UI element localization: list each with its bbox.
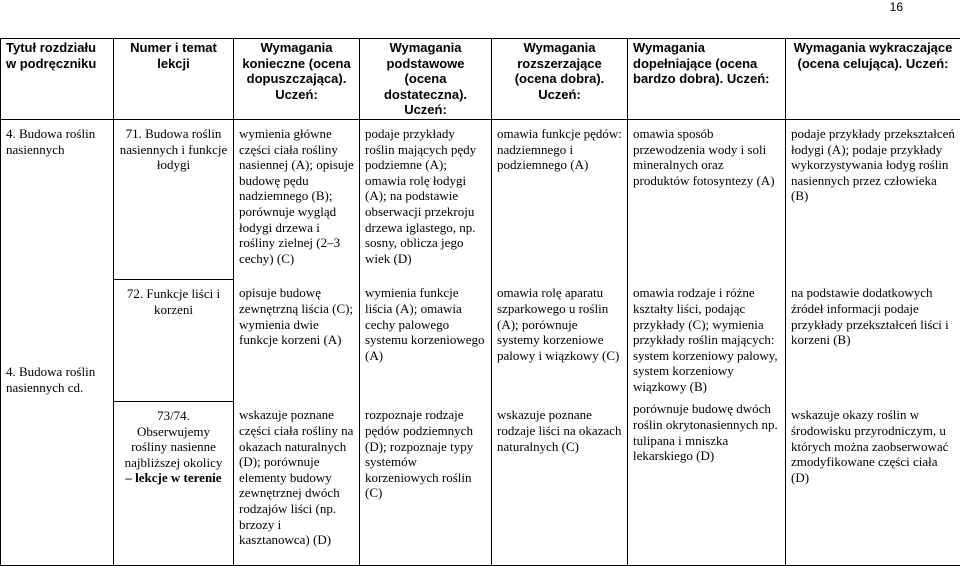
konieczne-cell: opisuje budowę zewnętrzną liścia (C); wymienia dwie funkcje korzeni (A) <box>234 279 360 401</box>
header-wykraczajace: Wymagania wykraczające (ocena celująca). Uczeń: <box>786 39 960 120</box>
page-number: 16 <box>890 0 903 14</box>
header-row <box>1 39 960 120</box>
rozszerzajace-cell: omawia funkcje pędów: nadziemnego i podziemnego (A) <box>492 119 628 279</box>
table-row <box>1 279 960 401</box>
header-dopelniajace: Wymagania dopełniające (ocena bardzo dobra). Uczeń: <box>628 39 786 120</box>
rozszerzajace-cell: wskazuje poznane rodzaje liści na okazach naturalnych (C) <box>492 401 628 565</box>
header-podstawowe: Wymagania podstawowe (ocena dostateczna). Uczeń: <box>360 39 492 120</box>
header-lesson: Numer i temat lekcji <box>114 39 234 120</box>
header-konieczne: Wymagania konieczne (ocena dopuszczająca). Uczeń: <box>234 39 360 120</box>
requirements-table <box>0 38 960 566</box>
header-rozszerzajace: Wymagania rozszerzające (ocena dobra). Uczeń: <box>492 39 628 120</box>
dopelniajace-cell: omawia rodzaje i różne kształty liści, podając przykłady (C); wymienia przykłady roślin mających: system korzeniowy palowy, system korzeniowy wiązkowy (B) <box>628 279 786 401</box>
podstawowe-cell: podaje przykłady roślin mających pędy podziemne (A); omawia rolę łodygi (A); na podstawie obserwacji przekroju drzewa iglastego, np. sosny, oblicza jego wiek (D) <box>360 119 492 279</box>
konieczne-cell: wskazuje poznane części ciała rośliny na okazach naturalnych (D); porównuje elementy budowy zewnętrznej dwóch rodzajów liści (np. brzozy i kasztanowca) (D) <box>234 401 360 565</box>
table-row <box>1 119 960 279</box>
lesson-cell: 72. Funkcje liści i korzeni <box>114 279 234 401</box>
podstawowe-cell: wymienia funkcje liścia (A); omawia cechy palowego systemu korzeniowego (A) <box>360 279 492 401</box>
dopelniajace-cell: porównuje budowę dwóch roślin okrytonasiennych np. tulipana i mniszka lekarskiego (D) <box>628 401 786 565</box>
rozszerzajace-cell: omawia rolę aparatu szparkowego u roślin (A); porównuje systemy korzeniowe palowy i wiązkowy (C) <box>492 279 628 401</box>
lesson-title: 73/74. Obserwujemy rośliny nasienne najbliższej okolicy <box>119 408 228 470</box>
lesson-cell: 71. Budowa roślin nasiennych i funkcje łodygi <box>114 119 234 279</box>
chapter-title: 4. Budowa roślin nasiennych <box>6 126 95 157</box>
lesson-note: – lekcje w terenie <box>119 470 228 486</box>
podstawowe-cell: rozpoznaje rodzaje pędów podziemnych (D); rozpoznaje typy systemów korzeniowych roślin (C) <box>360 401 492 565</box>
dopelniajace-cell: omawia sposób przewodzenia wody i soli mineralnych oraz produktów fotosyntezy (A) <box>628 119 786 279</box>
lesson-note-text: lekcje w terenie <box>135 470 221 485</box>
wykraczajace-cell: na podstawie dodatkowych źródeł informacji podaje przykłady przekształceń liści i korzeni (B) <box>786 279 960 401</box>
konieczne-cell: wymienia główne części ciała rośliny nasiennej (A); opisuje budowę pędu nadziemnego (B); porównuje wygląd łodygi drzewa i rośliny zielnej (2–3 cechy) (C) <box>234 119 360 279</box>
chapter-cell <box>1 279 114 401</box>
header-chapter: Tytuł rozdziału w podręczniku <box>1 39 114 120</box>
chapter-title-cont: 4. Budowa roślin nasiennych cd. <box>6 364 95 395</box>
wykraczajace-cell: wskazuje okazy roślin w środowisku przyrodniczym, u których można zaobserwować zmodyfikowane części ciała (D) <box>786 401 960 565</box>
chapter-cell <box>1 119 114 279</box>
wykraczajace-cell: podaje przykłady przekształceń łodygi (A); podaje przykłady wykorzystywania łodyg roślin nasiennych przez człowieka (B) <box>786 119 960 279</box>
